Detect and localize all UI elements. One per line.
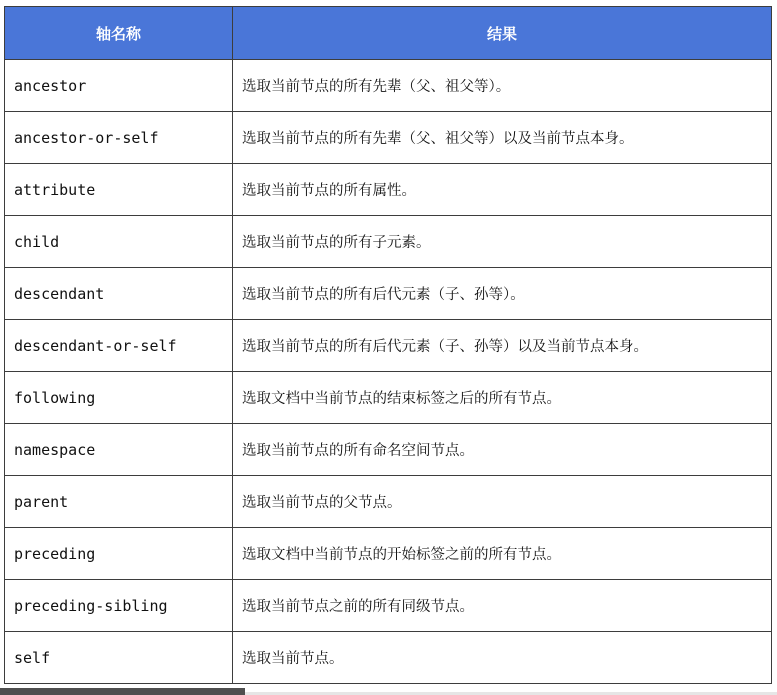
header-axis-name: 轴名称 — [5, 7, 233, 60]
axis-cell: child — [5, 216, 233, 268]
result-cell: 选取当前节点的所有后代元素（子、孙等）以及当前节点本身。 — [233, 320, 772, 372]
result-cell: 选取当前节点之前的所有同级节点。 — [233, 580, 772, 632]
result-cell: 选取文档中当前节点的结束标签之后的所有节点。 — [233, 372, 772, 424]
table-row — [5, 268, 772, 320]
axis-cell: preceding-sibling — [5, 580, 233, 632]
result-cell: 选取当前节点。 — [233, 632, 772, 684]
bottom-overlay-bar — [0, 688, 245, 695]
table-header-row — [5, 7, 772, 60]
axis-cell: following — [5, 372, 233, 424]
table-row — [5, 164, 772, 216]
table-row — [5, 476, 772, 528]
result-cell: 选取当前节点的所有属性。 — [233, 164, 772, 216]
axis-cell: ancestor — [5, 60, 233, 112]
axis-cell: attribute — [5, 164, 233, 216]
result-cell: 选取当前节点的所有先辈（父、祖父等）。 — [233, 60, 772, 112]
result-cell: 选取文档中当前节点的开始标签之前的所有节点。 — [233, 528, 772, 580]
axis-cell: ancestor-or-self — [5, 112, 233, 164]
result-cell: 选取当前节点的所有先辈（父、祖父等）以及当前节点本身。 — [233, 112, 772, 164]
xpath-axes-table — [4, 6, 772, 684]
xpath-axes-table-container — [4, 6, 771, 684]
axis-cell: descendant-or-self — [5, 320, 233, 372]
result-cell: 选取当前节点的父节点。 — [233, 476, 772, 528]
axis-cell: descendant — [5, 268, 233, 320]
result-cell: 选取当前节点的所有后代元素（子、孙等）。 — [233, 268, 772, 320]
axis-cell: preceding — [5, 528, 233, 580]
axis-cell: namespace — [5, 424, 233, 476]
header-result: 结果 — [233, 7, 772, 60]
table-row — [5, 60, 772, 112]
table-row — [5, 320, 772, 372]
table-row — [5, 216, 772, 268]
table-row — [5, 112, 772, 164]
table-row — [5, 372, 772, 424]
result-cell: 选取当前节点的所有命名空间节点。 — [233, 424, 772, 476]
axis-cell: parent — [5, 476, 233, 528]
table-row — [5, 632, 772, 684]
result-cell: 选取当前节点的所有子元素。 — [233, 216, 772, 268]
table-row — [5, 424, 772, 476]
table-row — [5, 528, 772, 580]
table-row — [5, 580, 772, 632]
axis-cell: self — [5, 632, 233, 684]
